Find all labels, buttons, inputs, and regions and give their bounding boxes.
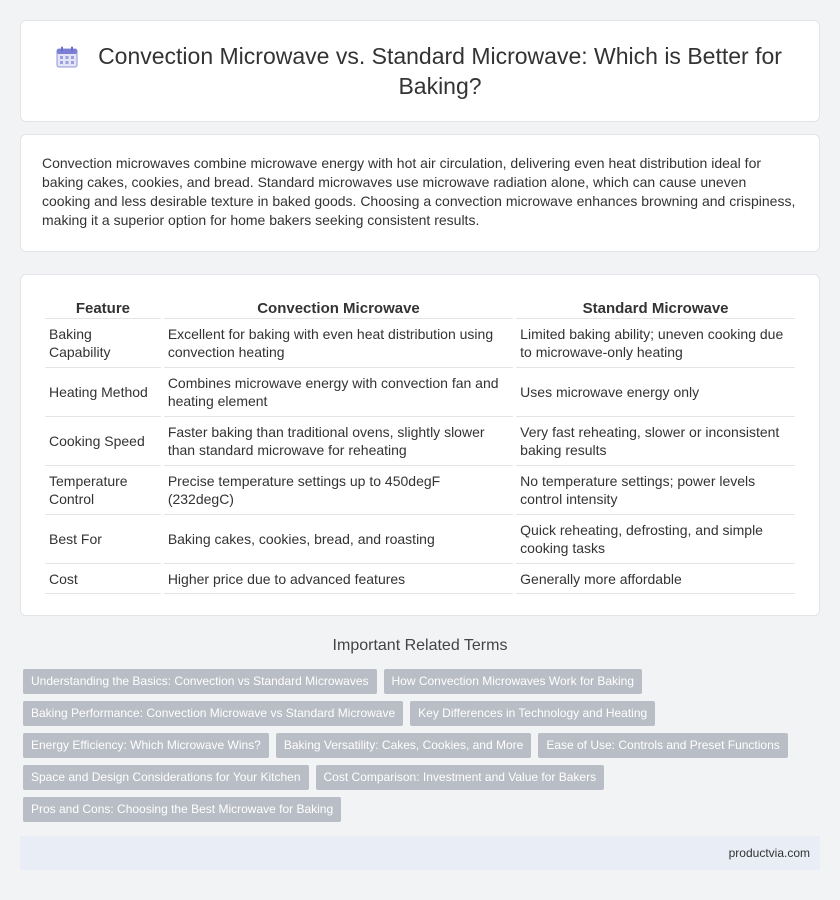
table-cell-convection: Higher price due to advanced features [164,564,513,594]
table-cell-feature: Baking Capability [45,319,161,368]
related-terms-heading: Important Related Terms [332,637,508,654]
table-row [45,515,795,564]
table-cell-convection: Precise temperature settings up to 450degF (232degC) [164,466,513,515]
table-cell-convection: Baking cakes, cookies, bread, and roasting [164,515,513,564]
related-term-tag[interactable]: How Convection Microwaves Work for Baking [384,669,643,694]
comparison-table [42,293,798,594]
table-cell-convection: Faster baking than traditional ovens, slightly slower than standard microwave for reheating [164,417,513,466]
table-cell-feature: Heating Method [45,368,161,417]
table-row [45,417,795,466]
related-terms-list [23,669,823,829]
related-term-tag[interactable]: Baking Versatility: Cakes, Cookies, and More [276,733,531,758]
table-cell-standard: Generally more affordable [516,564,795,594]
column-header-convection: Convection Microwave [164,293,513,319]
table-cell-feature: Cooking Speed [45,417,161,466]
footer-site-link[interactable]: productvia.com [728,846,810,860]
related-term-tag[interactable]: Cost Comparison: Investment and Value for Bakers [316,765,605,790]
related-term-tag[interactable]: Space and Design Considerations for Your Kitchen [23,765,309,790]
table-cell-standard: Quick reheating, defrosting, and simple cooking tasks [516,515,795,564]
related-term-tag[interactable]: Understanding the Basics: Convection vs Standard Microwaves [23,669,377,694]
table-header-row [45,293,795,319]
related-term-tag[interactable]: Ease of Use: Controls and Preset Functions [538,733,787,758]
table-cell-feature: Cost [45,564,161,594]
page-title: Convection Microwave vs. Standard Microwave: Which is Better for Baking? [98,43,782,99]
header-card [20,20,820,122]
table-row [45,319,795,368]
intro-paragraph: Convection microwaves combine microwave energy with hot air circulation, delivering even heat distribution ideal for baking cakes, cookies, and bread. Standard microwaves use microwave radiation alone, which can cause uneven cooking and less desirable texture in baked goods. Choosing a convection microwave enhances browning and crispiness, making it a superior option for home bakers seeking consistent results. [42,155,796,228]
table-cell-standard: Very fast reheating, slower or inconsistent baking results [516,417,795,466]
column-header-feature: Feature [45,293,161,319]
table-row [45,564,795,594]
table-cell-feature: Best For [45,515,161,564]
comparison-table-card [20,274,820,616]
related-term-tag[interactable]: Pros and Cons: Choosing the Best Microwave for Baking [23,797,341,822]
related-term-tag[interactable]: Baking Performance: Convection Microwave vs Standard Microwave [23,701,403,726]
table-cell-convection: Excellent for baking with even heat distribution using convection heating [164,319,513,368]
related-term-tag[interactable]: Key Differences in Technology and Heating [410,701,655,726]
table-row [45,368,795,417]
table-cell-convection: Combines microwave energy with convection fan and heating element [164,368,513,417]
table-cell-standard: Uses microwave energy only [516,368,795,417]
related-term-tag[interactable]: Energy Efficiency: Which Microwave Wins? [23,733,269,758]
table-cell-standard: No temperature settings; power levels control intensity [516,466,795,515]
column-header-standard: Standard Microwave [516,293,795,319]
intro-card [20,134,820,252]
calendar-icon [55,45,79,69]
table-row [45,466,795,515]
table-cell-standard: Limited baking ability; uneven cooking due to microwave-only heating [516,319,795,368]
footer [20,836,820,870]
table-cell-feature: Temperature Control [45,466,161,515]
